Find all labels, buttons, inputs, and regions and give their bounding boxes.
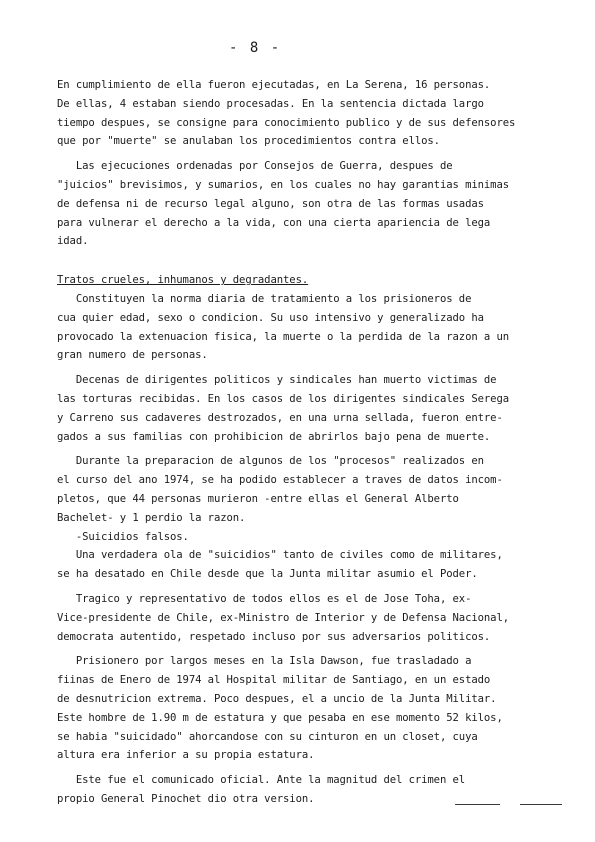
text-line: democrata autentido, respetado incluso por sus adversarios politicos.	[57, 630, 491, 643]
text-line: Tragico y representativo de todos ellos es el de Jose Toha, ex-	[57, 592, 472, 605]
paragraph	[57, 371, 577, 446]
text-line: "juicios" brevisimos, y sumarios, en los cuales no hay garantias minimas	[57, 178, 510, 191]
text-line: Constituyen la norma diaria de tratamiento a los prisioneros de	[57, 292, 472, 305]
text-line: fiinas de Enero de 1974 al Hospital militar de Santiago, en un estado	[57, 674, 491, 687]
subsection-heading: -Suicidios falsos.	[57, 530, 189, 543]
text-line: de desnutricion extrema. Poco despues, el a uncio de la Junta Militar.	[57, 692, 497, 705]
paragraph	[57, 157, 577, 251]
paragraph	[57, 652, 577, 765]
text-line: el curso del ano 1974, se ha podido establecer a traves de datos incom-	[57, 474, 503, 487]
text-line: las torturas recibidas. En los casos de los dirigentes sindicales Serega	[57, 392, 510, 405]
text-line: para vulnerar el derecho a la vida, con una cierta apariencia de lega	[57, 216, 491, 229]
text-line: Este hombre de 1.90 m de estatura y que pesaba en ese momento 52 kilos,	[57, 711, 503, 724]
text-line: se habia "suicidado" ahorcandose con su cinturon en un closet, cuya	[57, 730, 478, 743]
text-line: gados a sus familias con prohibicion de abrirlos bajo pena de muerte.	[57, 430, 491, 443]
text-line: se ha desatado en Chile desde que la Junta militar asumio el Poder.	[57, 568, 478, 581]
text-line: idad.	[57, 235, 89, 248]
text-line: Decenas de dirigentes politicos y sindicales han muerto victimas de	[57, 374, 497, 387]
text-line: De ellas, 4 estaban siendo procesadas. En la sentencia dictada largo	[57, 97, 484, 110]
text-line: Durante la preparacion de algunos de los "procesos" realizados en	[57, 455, 484, 468]
page-number: - 8 -	[229, 40, 282, 56]
text-line: que por "muerte" se anulaban los procedimientos contra ellos.	[57, 135, 440, 148]
text-line: provocado la extenuacion fisica, la muerte o la perdida de la razon a un	[57, 330, 510, 343]
paragraph	[57, 271, 577, 365]
paragraph	[57, 452, 577, 584]
text-line: tiempo despues, se consigne para conocimiento publico y de sus defensores	[57, 116, 516, 129]
paragraph	[57, 76, 577, 151]
section-heading: Tratos crueles, inhumanos y degradantes.	[57, 274, 309, 287]
paragraph	[57, 590, 577, 646]
text-line: y Carreno sus cadaveres destrozados, en una urna sellada, fueron entre-	[57, 411, 503, 424]
footer-rule	[520, 804, 562, 805]
footer-rule	[455, 804, 500, 805]
document-body	[57, 76, 577, 809]
text-line: Las ejecuciones ordenadas por Consejos de Guerra, despues de	[57, 160, 453, 173]
text-line: Bachelet- y 1 perdio la razon.	[57, 511, 246, 524]
text-line: Vice-presidente de Chile, ex-Ministro de Interior y de Defensa Nacional,	[57, 611, 510, 624]
text-line: de defensa ni de recurso legal alguno, son otra de las formas usadas	[57, 197, 484, 210]
text-line: Prisionero por largos meses en la Isla Dawson, fue trasladado a	[57, 655, 472, 668]
text-line: cua quier edad, sexo o condicion. Su uso intensivo y generalizado ha	[57, 311, 484, 324]
text-line: altura era inferior a su propia estatura.	[57, 749, 315, 762]
text-line: propio General Pinochet dio otra version.	[57, 792, 315, 805]
text-line: Una verdadera ola de "suicidios" tanto de civiles como de militares,	[57, 549, 503, 562]
text-line: gran numero de personas.	[57, 349, 208, 362]
text-line: En cumplimiento de ella fueron ejecutadas, en La Serena, 16 personas.	[57, 79, 491, 91]
text-line: Este fue el comunicado oficial. Ante la magnitud del crimen el	[57, 774, 466, 787]
text-line: pletos, que 44 personas murieron -entre ellas el General Alberto	[57, 492, 459, 505]
